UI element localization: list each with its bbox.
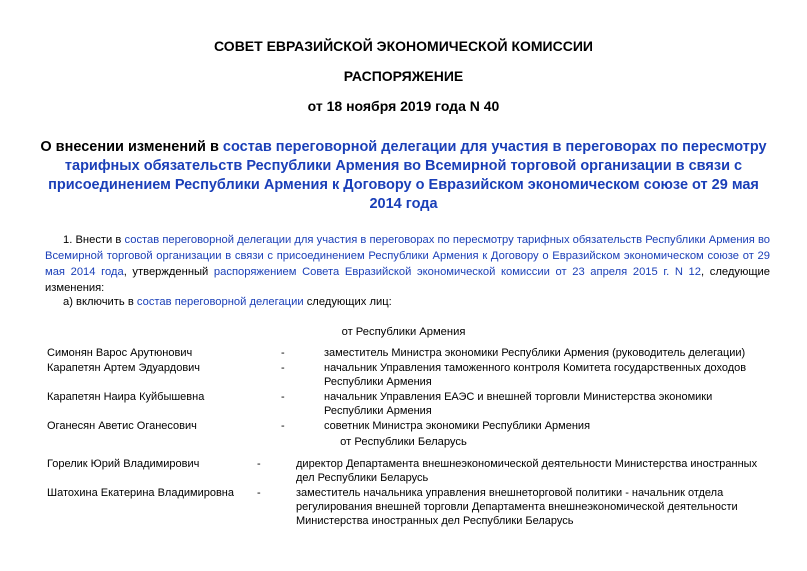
member-dash: -	[281, 347, 285, 359]
document-type: РАСПОРЯЖЕНИЕ	[343, 68, 464, 84]
para1-tail: , следующие изменения:	[45, 266, 771, 294]
member-dash: -	[281, 420, 285, 432]
member-dash: -	[281, 362, 285, 374]
member-name: Симонян Варос Арутюнович	[47, 347, 193, 359]
member-name: Шатохина Екатерина Владимировна	[47, 487, 234, 499]
para-a-delegation-link[interactable]: состав переговорной делегации	[136, 296, 304, 308]
para1-mid: , утвержденный	[123, 266, 214, 278]
organization-title: СОВЕТ ЕВРАЗИЙСКОЙ ЭКОНОМИЧЕСКОЙ КОМИССИИ	[214, 38, 593, 54]
para-a-tail: следующих лиц:	[303, 296, 392, 308]
member-name: Горелик Юрий Владимирович	[47, 458, 200, 470]
member-dash: -	[257, 458, 261, 470]
member-dash: -	[281, 391, 285, 403]
paragraph-a	[45, 294, 770, 310]
para1-lead: 1. Внести в	[63, 234, 125, 246]
member-role: советник Министра экономики Республики Армения	[324, 420, 591, 432]
member-role: директор Департамента внешнеэкономической деятельности Министерства иностранных дел Республики Беларусь	[296, 458, 758, 484]
para-a-lead: а) включить в	[63, 296, 137, 308]
section-heading-armenia: от Республики Армения	[341, 326, 466, 338]
member-name: Карапетян Наира Куйбышевна	[47, 391, 205, 403]
member-role: заместитель начальника управления внешнеторговой политики - начальник отдела регулирования внешней торговли Департамента внешнеэкономической деятельности Министерства иностранных дел Республики Беларусь	[296, 487, 738, 527]
section-heading-belarus: от Республики Беларусь	[340, 436, 467, 448]
member-role: начальник Управления ЕАЭС и внешней торговли Министерства экономики Республики Армения	[324, 391, 713, 417]
title-prefix: О внесении изменений в	[40, 139, 223, 155]
paragraph-1	[45, 232, 770, 296]
document-title	[30, 138, 777, 214]
member-name: Оганесян Аветис Оганесович	[47, 420, 197, 432]
document-date-number: от 18 ноября 2019 года N 40	[307, 98, 500, 114]
member-role: начальник Управления таможенного контроля Комитета государственных доходов Республики Армения	[324, 362, 747, 388]
para1-delegation-link[interactable]: состав переговорной делегации для участия в переговорах по пересмотру тарифных обязательств Республики Армения во Всемирной торговой организации в связи с присоединением Республики Армения к Договору о Евразийском экономическом союзе от 29 мая 2014 года	[45, 234, 770, 278]
para1-order-link[interactable]: распоряжением Совета Евразийской экономической комиссии от 23 апреля 2015 г. N 12	[213, 266, 701, 278]
member-name: Карапетян Артем Эдуардович	[47, 362, 201, 374]
member-dash: -	[257, 487, 261, 499]
member-role: заместитель Министра экономики Республики Армения (руководитель делегации)	[324, 347, 746, 359]
title-delegation-link[interactable]: состав переговорной делегации для участия в переговорах по пересмотру тарифных обязательств Республики Армения во Всемирной торговой организации в связи с присоединением Республики Армения к Договору о Евразийском экономическом союзе от 29 мая 2014 года	[48, 139, 767, 212]
